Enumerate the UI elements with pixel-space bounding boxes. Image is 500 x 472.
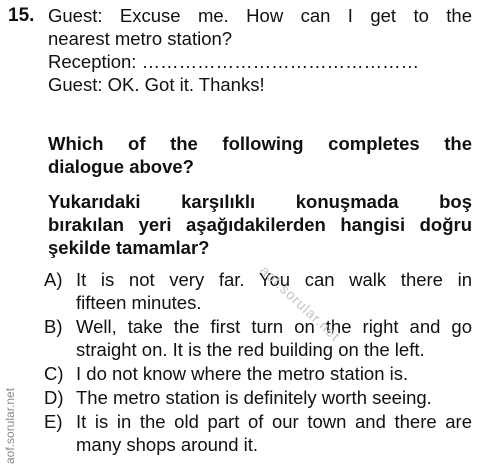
prompt-turkish-line-1: Yukarıdaki karşılıklı konuşmada boş: [48, 191, 472, 212]
option-letter: D): [44, 387, 64, 408]
dialogue-reception-blank: Reception: ………………………………………: [48, 51, 420, 72]
option-text-line-1: Well, take the first turn on the right and go: [76, 316, 472, 337]
option-letter: E): [44, 411, 63, 432]
option-text-line-2: fifteen minutes.: [76, 292, 202, 313]
option-e[interactable]: [44, 410, 472, 456]
dialogue-guest-reply: Guest: OK. Got it. Thanks!: [48, 74, 265, 95]
option-d[interactable]: [44, 386, 472, 409]
prompt-turkish: [48, 190, 472, 259]
prompt-turkish-line-3: şekilde tamamlar?: [48, 237, 210, 258]
question-number: 15.: [8, 5, 35, 26]
option-text-line-2: straight on. It is the red building on the left.: [76, 339, 425, 360]
dialogue-guest-line-2: nearest metro station?: [48, 28, 233, 49]
option-letter: C): [44, 363, 64, 384]
option-text-line-1: The metro station is definitely worth seeing.: [76, 387, 432, 408]
option-text-line-1: It is in the old part of our town and there are: [76, 411, 472, 432]
prompt-english-line-1: Which of the following completes the: [48, 133, 472, 154]
prompt-english: [48, 132, 472, 178]
option-text-line-2: many shops around it.: [76, 434, 259, 455]
question-body: [44, 4, 472, 457]
option-text-line-1: I do not know where the metro station is.: [76, 363, 409, 384]
option-letter: B): [44, 316, 63, 337]
answer-options: [44, 268, 472, 456]
option-b[interactable]: [44, 315, 472, 361]
side-watermark: aof.sorular.net: [3, 387, 17, 464]
prompt-turkish-line-2: bırakılan yeri aşağıdakilerden hangisi doğru: [48, 214, 472, 235]
option-text-line-1: It is not very far. You can walk there in: [76, 269, 472, 290]
option-letter: A): [44, 269, 63, 290]
option-c[interactable]: [44, 362, 472, 385]
dialogue-guest-line-1: Guest: Excuse me. How can I get to the: [48, 5, 472, 26]
prompt-english-line-2: dialogue above?: [48, 156, 194, 177]
diagonal-watermark: aof.sorular.net: [257, 262, 344, 345]
